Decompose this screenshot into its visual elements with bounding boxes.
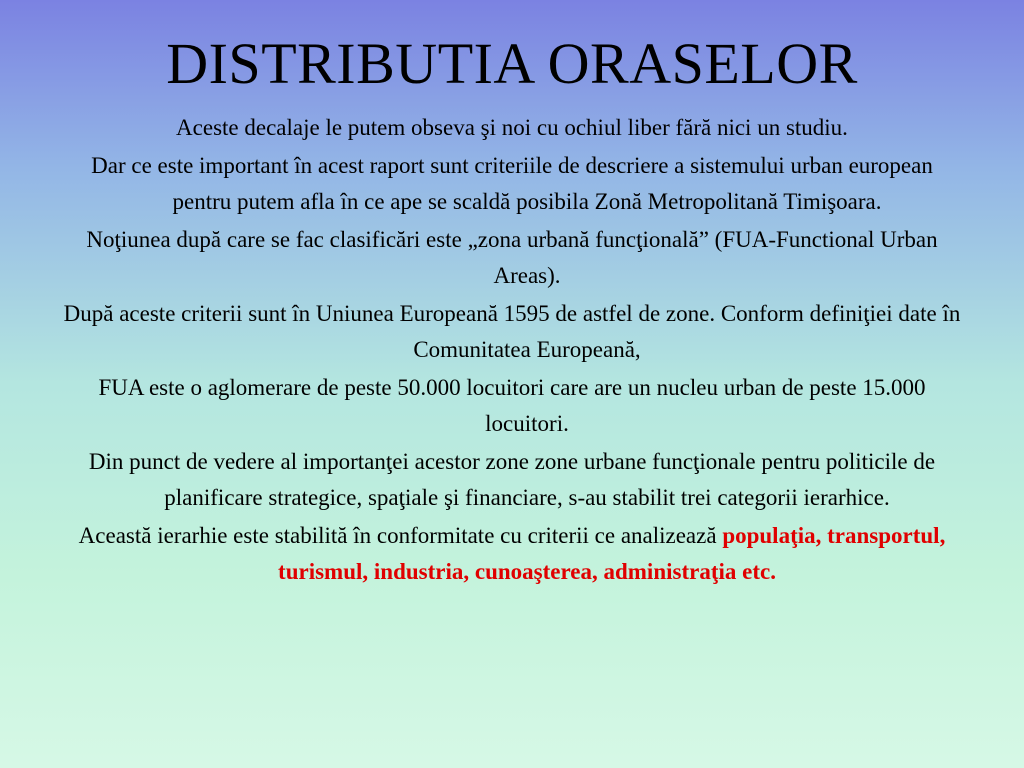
paragraph-7 [60,518,964,590]
paragraph-4: După aceste criterii sunt în Uniunea Europeană 1595 de astfel de zone. Conform definiţiei date în Comunitatea Europeană, [63,301,961,362]
paragraph-1: Aceste decalaje le putem obseva şi noi cu ochiul liber fără nici un studiu. [176,115,848,140]
paragraph-3: Noţiunea după care se fac clasificări este „zona urbană funcţională” (FUA-Functional Urban Areas). [86,227,938,288]
paragraph-6: Din punct de vedere al importanţei acestor zone zone urbane funcţionale pentru politicile de planificare strategice, spaţiale şi financiare, s-au stabilit trei categorii ierarhice. [88,449,936,510]
slide-body [60,110,964,592]
paragraph-2: Dar ce este important în acest raport sunt criteriile de descriere a sistemului urban european pentru putem afla în ce ape se scaldă posibila Zonă Metropolitană Timişoara. [91,153,933,214]
paragraph-5: FUA este o aglomerare de peste 50.000 locuitori care are un nucleu urban de peste 15.000 locuitori. [98,375,926,436]
paragraph-7-text: Această ierarhie este stabilită în conformitate cu criterii ce analizează [78,523,723,548]
slide-title: DISTRIBUTIA ORASELOR [166,31,858,96]
criteria-emphasis: populaţia, transportul, turismul, industria, cunoaşterea, administraţia etc. [278,523,946,584]
